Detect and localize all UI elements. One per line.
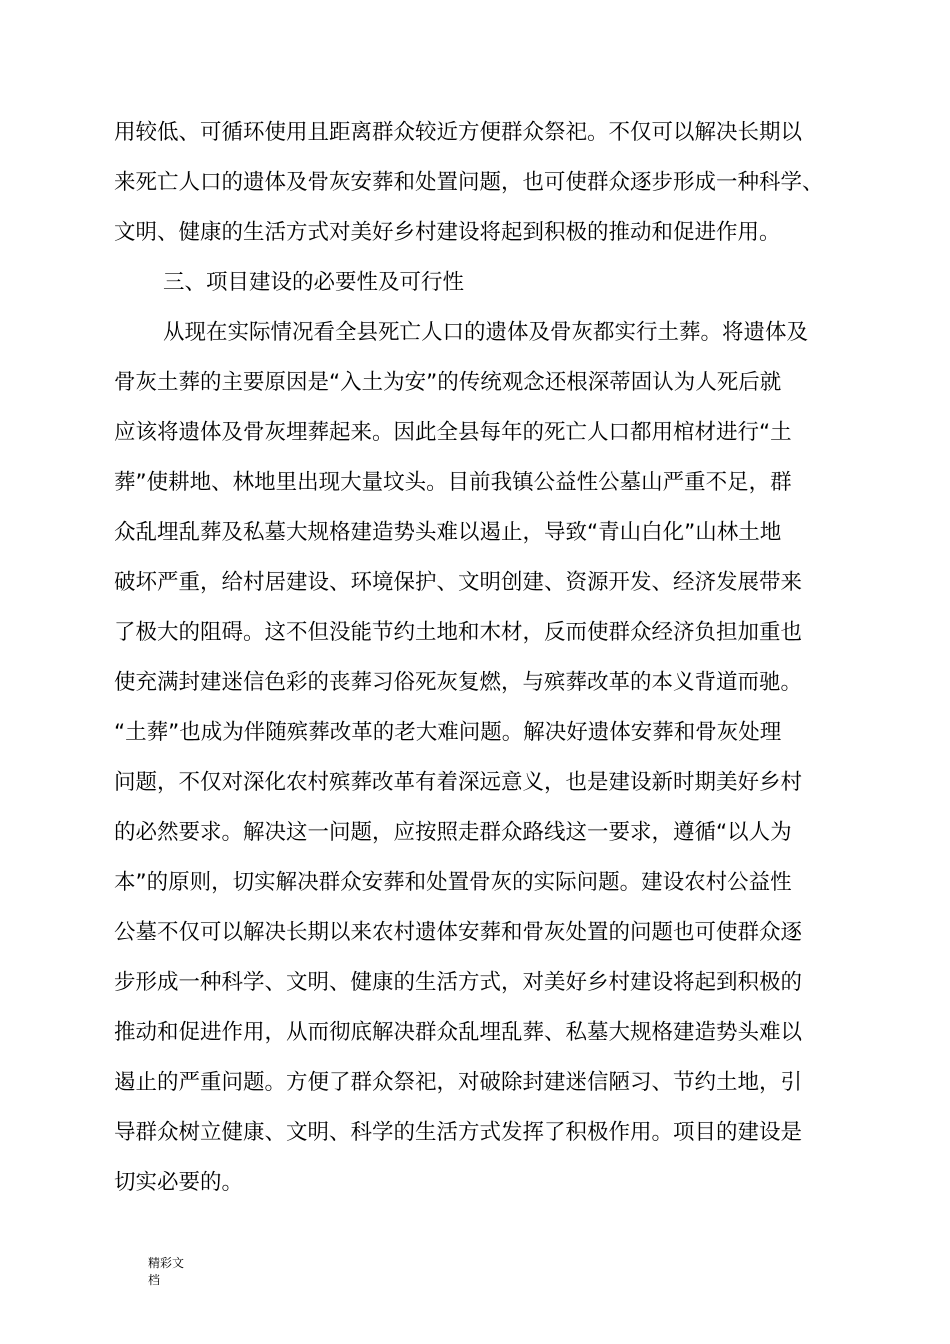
text-line: 众乱埋乱葬及私墓大规格建造势头难以遏止，导致“青山白化”山林土地 [114,520,782,545]
text-line: 应该将遗体及骨灰埋葬起来。因此全县每年的死亡人口都用棺材进行“土 [114,420,792,445]
text-line: 遏止的严重问题。方便了群众祭祀，对破除封建迷信陋习、节约土地，引 [114,1070,803,1095]
text-line: 文明、健康的生活方式对美好乡村建设将起到积极的推动和促进作用。 [114,220,781,245]
text-line: “土葬”也成为伴随殡葬改革的老大难问题。解决好遗体安葬和骨灰处理 [114,720,782,745]
text-line: 推动和促进作用，从而彻底解决群众乱埋乱葬、私墓大规格建造势头难以 [114,1020,803,1045]
text-line: 使充满封建迷信色彩的丧葬习俗死灰复燃，与殡葬改革的本义背道而驰。 [114,670,803,695]
text-line: 骨灰土葬的主要原因是“入土为安”的传统观念还根深蒂固认为人死后就 [114,370,782,395]
text-line: 从现在实际情况看全县死亡人口的遗体及骨灰都实行土葬。将遗体及 [163,320,809,345]
text-line: 破坏严重，给村居建设、环境保护、文明创建、资源开发、经济发展带来 [114,570,803,595]
footer-line: 精彩文 [148,1256,185,1270]
text-line: 问题，不仅对深化农村殡葬改革有着深远意义，也是建设新时期美好乡村 [114,770,803,795]
text-line: 步形成一种科学、文明、健康的生活方式，对美好乡村建设将起到积极的 [114,970,803,995]
footer-line: 档 [148,1273,161,1287]
text-line: 葬”使耕地、林地里出现大量坟头。目前我镇公益性公墓山严重不足，群 [114,470,792,495]
section-heading: 三、项目建设的必要性及可行性 [163,270,465,295]
text-line: 公墓不仅可以解决长期以来农村遗体安葬和骨灰处置的问题也可使群众逐 [114,920,803,945]
text-line: 来死亡人口的遗体及骨灰安葬和处置问题，也可使群众逐步形成一种科学、 [114,170,824,195]
text-line: 用较低、可循环使用且距离群众较近方便群众祭祀。不仅可以解决长期以 [114,120,803,145]
text-line: 切实必要的。 [114,1170,244,1195]
text-line: 的必然要求。解决这一问题，应按照走群众路线这一要求，遵循“以人为 [114,820,792,845]
text-line: 本”的原则，切实解决群众安葬和处置骨灰的实际问题。建设农村公益性 [114,870,792,895]
footer-watermark [148,1255,198,1289]
text-line: 导群众树立健康、文明、科学的生活方式发挥了积极作用。项目的建设是 [114,1120,803,1145]
text-line: 了极大的阻碍。这不但没能节约土地和木材，反而使群众经济负担加重也 [114,620,803,645]
